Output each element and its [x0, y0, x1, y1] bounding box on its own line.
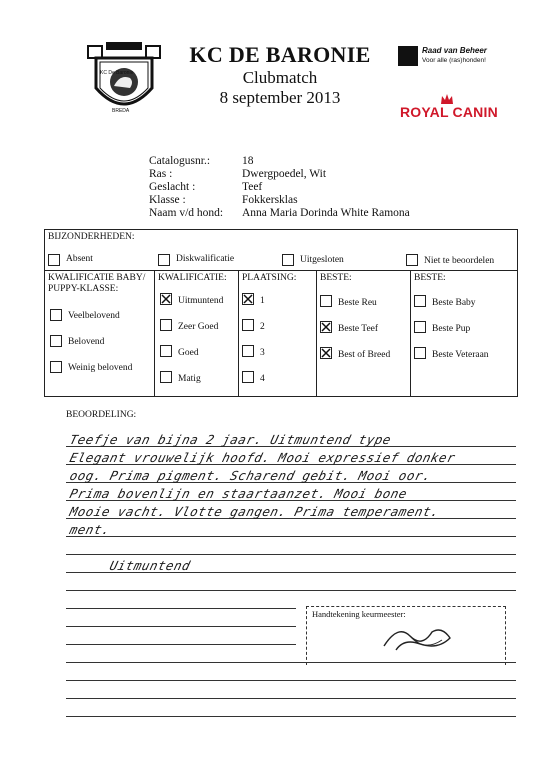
info-value-catalog: 18: [242, 155, 254, 167]
checkbox-beste-baby[interactable]: [414, 295, 426, 307]
checkbox-plaats-1[interactable]: [242, 293, 254, 305]
info-value-name: Anna Maria Dorinda White Ramona: [242, 207, 410, 219]
label-goed: Goed: [178, 348, 199, 358]
checkbox-uitgesloten[interactable]: [282, 254, 294, 266]
assessment-result: Uitmuntend: [108, 558, 193, 573]
page-title: KC DE BARONIE: [189, 42, 371, 67]
beoordeling-heading: BEOORDELING:: [66, 410, 137, 420]
label-beste-veteraan: Beste Veteraan: [432, 350, 489, 360]
checkbox-belovend[interactable]: [50, 335, 62, 347]
sponsor1-line2: Voor alle (ras)honden!: [422, 57, 486, 64]
label-uitgesloten: Uitgesloten: [300, 255, 344, 265]
beste2-heading: BESTE:: [414, 273, 446, 283]
info-value-sex: Teef: [242, 181, 263, 193]
checkbox-plaats-4[interactable]: [242, 371, 254, 383]
club-logo: [86, 38, 162, 118]
club-logo-city: BREDA: [112, 108, 130, 114]
assessment-line-2: Elegant vrouwelijk hoofd. Mooi expressief donker: [68, 450, 458, 465]
sponsor-royal-canin: ROYAL CANIN: [400, 104, 498, 120]
label-plaats-1: 1: [260, 296, 265, 306]
event-name: Clubmatch: [242, 68, 318, 87]
label-uitmuntend: Uitmuntend: [178, 296, 224, 306]
event-date: 8 september 2013: [219, 88, 341, 107]
info-label-catalog: Catalogusnr.:: [149, 155, 211, 167]
label-beste-baby: Beste Baby: [432, 298, 476, 308]
label-plaats-4: 4: [260, 374, 265, 384]
label-best-of-breed: Best of Breed: [338, 350, 391, 360]
sponsor-raad-van-beheer: [398, 46, 494, 68]
kwalificatie-heading: KWALIFICATIE:: [158, 273, 227, 283]
info-label-name: Naam v/d hond:: [149, 207, 224, 219]
label-veelbelovend: Veelbelovend: [68, 311, 120, 321]
info-value-class: Fokkersklas: [242, 194, 298, 206]
label-beste-pup: Beste Pup: [432, 324, 471, 334]
assessment-line-5: Mooie vacht. Vlotte gangen. Prima temperament.: [68, 504, 442, 519]
bijzonderheden-heading: BIJZONDERHEDEN:: [48, 232, 135, 242]
checkbox-weinig-belovend[interactable]: [50, 361, 62, 373]
baby-heading-1: KWALIFICATIE BABY/: [48, 273, 146, 283]
signature-mark: [380, 616, 460, 661]
label-weinig-belovend: Weinig belovend: [68, 363, 133, 373]
checkbox-beste-teef[interactable]: [320, 321, 332, 333]
assessment-line-1: Teefje van bijna 2 jaar. Uitmuntend type: [68, 432, 393, 447]
checkbox-best-of-breed[interactable]: [320, 347, 332, 359]
beste1-heading: BESTE:: [320, 273, 352, 283]
label-plaats-3: 3: [260, 348, 265, 358]
label-zeer-goed: Zeer Goed: [178, 322, 219, 332]
club-logo-text: KC De Baronie: [100, 70, 134, 76]
label-belovend: Belovend: [68, 337, 105, 347]
label-diskwalificatie: Diskwalificatie: [176, 254, 235, 264]
label-niet-te-beoordelen: Niet te beoordelen: [424, 256, 495, 266]
checkbox-plaats-3[interactable]: [242, 345, 254, 357]
checkbox-veelbelovend[interactable]: [50, 309, 62, 321]
checkbox-uitmuntend[interactable]: [160, 293, 172, 305]
info-label-class: Klasse :: [149, 194, 186, 206]
plaatsing-heading: PLAATSING:: [242, 273, 297, 283]
checkbox-diskwalificatie[interactable]: [158, 254, 170, 266]
dog-icon: [398, 46, 418, 66]
label-beste-teef: Beste Teef: [338, 324, 379, 334]
signature-label: Handtekening keurmeester:: [312, 609, 406, 619]
info-value-breed: Dwergpoedel, Wit: [242, 168, 327, 180]
checkbox-beste-reu[interactable]: [320, 295, 332, 307]
baby-heading-2: PUPPY-KLASSE:: [48, 284, 119, 294]
checkbox-plaats-2[interactable]: [242, 319, 254, 331]
checkbox-beste-veteraan[interactable]: [414, 347, 426, 359]
info-label-sex: Geslacht :: [149, 181, 196, 193]
checkbox-absent[interactable]: [48, 254, 60, 266]
info-label-breed: Ras :: [149, 168, 173, 180]
sponsor1-line1: Raad van Beheer: [422, 46, 487, 55]
assessment-line-4: Prima bovenlijn en staartaanzet. Mooi bone: [68, 486, 409, 501]
checkbox-matig[interactable]: [160, 371, 172, 383]
label-absent: Absent: [66, 254, 93, 264]
label-plaats-2: 2: [260, 322, 265, 332]
label-matig: Matig: [178, 374, 201, 384]
checkbox-beste-pup[interactable]: [414, 321, 426, 333]
assessment-line-6: ment.: [68, 522, 113, 537]
checkbox-zeer-goed[interactable]: [160, 319, 172, 331]
assessment-line-3: oog. Prima pigment. Scharend gebit. Mooi oor.: [68, 468, 434, 483]
checkbox-goed[interactable]: [160, 345, 172, 357]
label-beste-reu: Beste Reu: [338, 298, 377, 308]
checkbox-niet-te-beoordelen[interactable]: [406, 254, 418, 266]
